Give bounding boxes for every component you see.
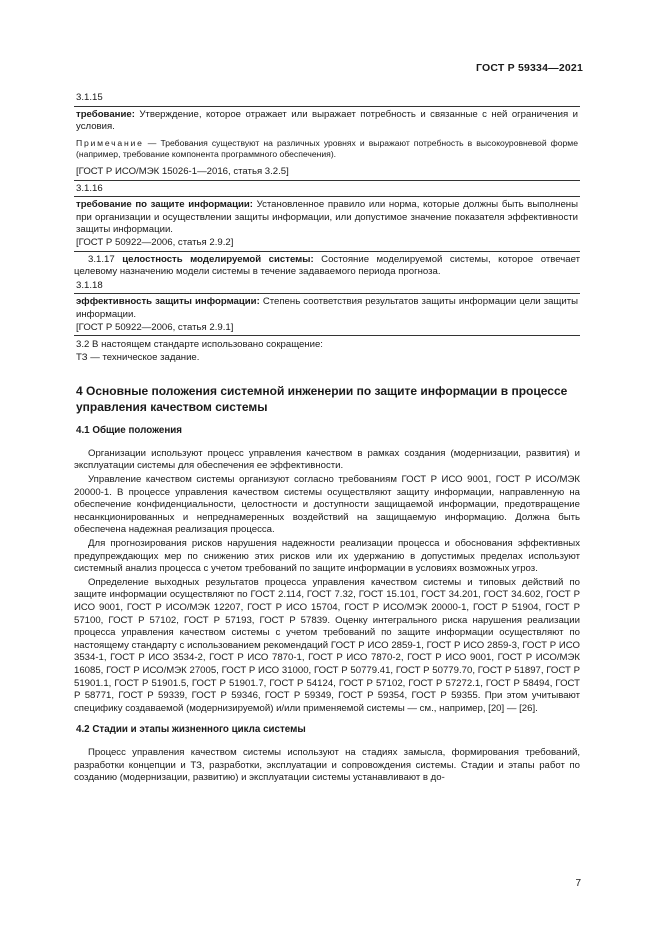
document-body — [74, 92, 580, 785]
term-definition — [76, 109, 578, 134]
paragraph: Определение выходных результатов процесса управления качеством системы и типовых действий по защите информации осуществляют по ГОСТ 2.114, ГОСТ 7.32, ГОСТ 15.101, ГОСТ 34.201, ГОСТ 34.602, ГОСТ Р ИСО 9001, ГОСТ Р ИСО/МЭК 12207, ГОСТ Р ИСО 15704, ГОСТ Р ИСО/МЭК 20000-1, ГОСТ Р 51904, ГОСТ Р 57100, ГОСТ Р 57102, ГОСТ Р 57193, ГОСТ Р 57839. Оценку интегрального риска нарушения реализации процесса управления качеством системы с учетом требований по защите информации осуществляют по настоящему стандарту с использованием рекомендаций ГОСТ Р ИСО 2859-1, ГОСТ Р ИСО 2859-3, ГОСТ Р ИСО 3534-1, ГОСТ Р ИСО 3534-2, ГОСТ Р ИСО 7870-1, ГОСТ Р ИСО 7870-2, ГОСТ Р ИСО 9001, ГОСТ Р ИСО/МЭК 16085, ГОСТ Р ИСО/МЭК 27005, ГОСТ Р ИСО 31000, ГОСТ Р 50779.41, ГОСТ Р 50779.70, ГОСТ Р 51897, ГОСТ Р 51901.1, ГОСТ Р 51901.5, ГОСТ Р 51901.7, ГОСТ Р 54124, ГОСТ Р 57102, ГОСТ Р 57272.1, ГОСТ Р 58494, ГОСТ Р 58771, ГОСТ Р 59339, ГОСТ Р 59346, ГОСТ Р 59349, ГОСТ Р 59354, ГОСТ Р 59355. При этом учитывают специфику создаваемой (модернизируемой) и/или применяемой системы — см., например, [20] — [26]. — [74, 576, 580, 714]
page-number: 7 — [575, 878, 581, 889]
term-name: требование по защите информации: — [76, 199, 254, 211]
paragraph: Для прогнозирования рисков нарушения надежности реализации процесса и обоснования эффективных предупреждающих мер по снижению этих рисков или их удержанию в допустимых пределах используют системный анализ процесса с учетом требований по защите информации в условиях возможных угроз. — [74, 538, 580, 575]
term-source: [ГОСТ Р 50922—2006, статья 2.9.1] — [76, 321, 234, 333]
term-source: [ГОСТ Р ИСО/МЭК 15026-1—2016, статья 3.2.5] — [76, 165, 289, 177]
term-source: [ГОСТ Р 50922—2006, статья 2.9.2] — [76, 236, 234, 248]
term-name: эффективность защиты информации: — [76, 296, 260, 308]
section-heading: 4 Основные положения системной инженерии по защите информации в процессе управления качеством системы — [76, 384, 568, 414]
paragraph: Процесс управления качеством системы используют на стадиях замысла, формирования требований, разработки концепции и ТЗ, разработки, эксплуатации и сопровождения системы. Стадии и этапы работ по созданию (модернизации, развитию) и эксплуатации системы устанавливают в до- — [74, 746, 580, 784]
term-number: 3.1.17 — [88, 253, 115, 265]
abbreviations-intro: 3.2 В настоящем стандарте использовано сокращение: — [76, 339, 323, 351]
term-definition — [76, 199, 578, 237]
note-label: Примечание — [76, 137, 144, 148]
term-definition — [76, 296, 578, 321]
term-text: Установленное правило или норма, которые должны быть выполнены при организации и осуществлении защиты информации, или допустимое значение показателя эффективности защиты информации. — [76, 199, 578, 236]
abbreviation-item: ТЗ — техническое задание. — [76, 351, 200, 363]
term-name: целостность моделируемой системы: — [122, 253, 314, 265]
term-text: Утверждение, которое отражает или выражает потребность и связанные с ней ограничения и условия. — [76, 108, 578, 133]
term-number: 3.1.15 — [76, 92, 103, 103]
abbreviations-block — [74, 339, 580, 364]
standard-header: ГОСТ Р 59334—2021 — [475, 62, 583, 74]
term-inline-definition — [74, 254, 580, 279]
subsection-heading: 4.2 Стадии и этапы жизненного цикла системы — [76, 724, 306, 736]
term-text: Степень соответствия результатов защиты информации цели защиты информации. — [76, 296, 578, 320]
term-name: требование: — [76, 108, 135, 120]
term-note — [76, 138, 578, 161]
term-box — [74, 293, 580, 336]
paragraph: Управление качеством системы организуют согласно требованиям ГОСТ Р ИСО 9001, ГОСТ Р ИСО/МЭК 20000-1. В процессе управления качеством системы осуществляют защиту информации, направленную на обеспечение конфиденциальности, целостности и доступности защищаемой информации, предотвращение несанкционированных и непреднамеренных воздействий на защищаемую информацию. Должна быть обеспечена надежная реализация процесса. — [74, 474, 580, 536]
note-text: — Требования существуют на различных уровнях и выражают потребность в высокоуровневой форме (например, требование компонента программного обеспечения). — [76, 137, 578, 160]
term-box — [74, 106, 580, 181]
subsection-heading: 4.1 Общие положения — [76, 425, 183, 437]
paragraph: Организации используют процесс управления качеством в рамках создания (модернизации, развития) и эксплуатации системы для обеспечения ее эффективности. — [74, 447, 580, 472]
term-number: 3.1.16 — [76, 182, 103, 194]
term-box — [74, 196, 580, 251]
term-text: Состояние моделируемой системы, которое отвечает целевому назначению модели системы в течение задаваемого периода прогноза. — [74, 253, 581, 278]
term-number: 3.1.18 — [76, 279, 103, 291]
